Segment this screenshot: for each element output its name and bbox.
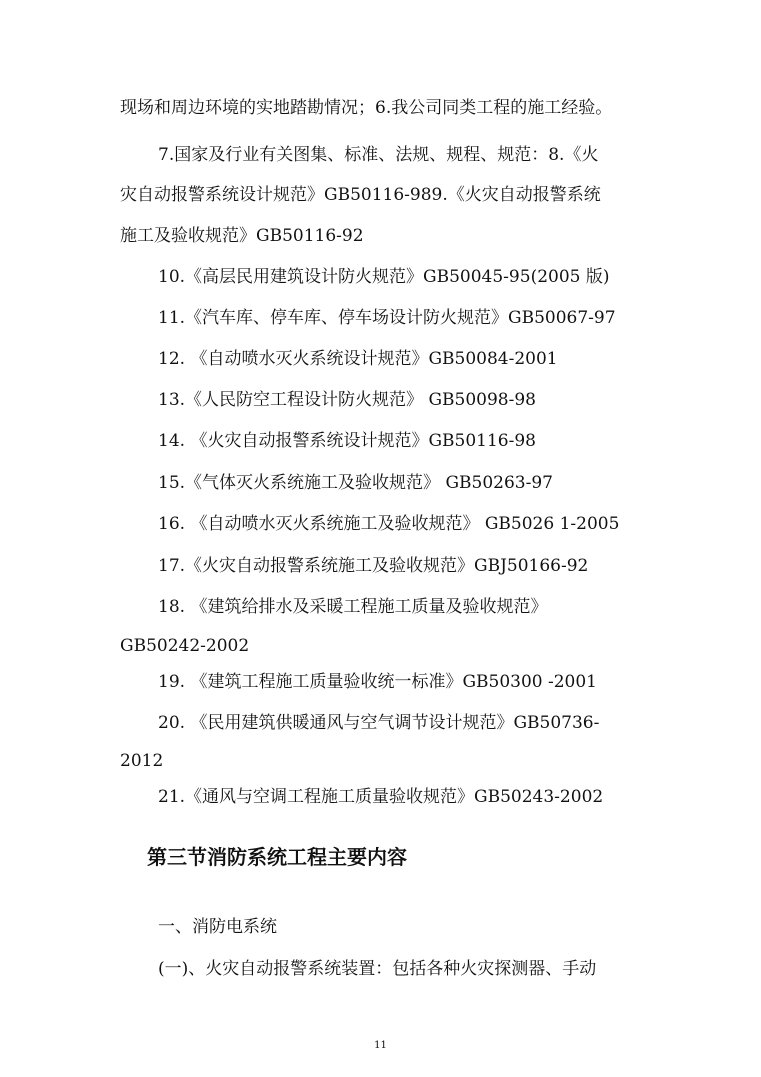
- subsection-title: 一、消防电系统: [158, 917, 277, 937]
- body-line: 7.国家及行业有关图集、标准、法规、规程、规范：8.《火: [158, 145, 599, 165]
- body-line: 灾自动报警系统设计规范》GB50116-989.《火灾自动报警系统: [120, 185, 601, 205]
- body-line: 2012: [120, 751, 164, 771]
- body-line: 17.《火灾自动报警系统施工及验收规范》GBJ50166-92: [158, 556, 589, 576]
- body-line: 12. 《自动喷水灭火系统设计规范》GB50084-2001: [158, 349, 558, 369]
- body-line: 20. 《民用建筑供暖通风与空气调节设计规范》GB50736-: [158, 713, 600, 733]
- body-line: 13.《人民防空工程设计防火规范》 GB50098-98: [158, 390, 536, 410]
- body-line: (一)、火灾自动报警系统装置：包括各种火灾探测器、手动: [158, 959, 597, 979]
- body-line: 15.《气体灭火系统施工及验收规范》 GB50263-97: [158, 473, 553, 493]
- body-line: 10.《高层民用建筑设计防火规范》GB50045-95(2005 版): [158, 267, 610, 287]
- body-line: 11.《汽车库、停车库、停车场设计防火规范》GB50067-97: [158, 308, 616, 328]
- body-line: 14. 《火灾自动报警系统设计规范》GB50116-98: [158, 431, 536, 451]
- body-line: 21.《通风与空调工程施工质量验收规范》GB50243-2002: [158, 787, 604, 807]
- page-number: 11: [374, 1040, 387, 1051]
- section-heading: 第三节消防系统工程主要内容: [147, 845, 407, 869]
- body-line: 现场和周边环境的实地踏勘情况；6.我公司同类工程的施工经验。: [120, 98, 613, 118]
- body-line: GB50242-2002: [120, 636, 250, 656]
- body-line: 18. 《建筑给排水及采暖工程施工质量及验收规范》: [158, 597, 548, 617]
- body-line: 16. 《自动喷水灭火系统施工及验收规范》 GB5026 1-2005: [158, 514, 620, 534]
- body-line: 施工及验收规范》GB50116-92: [120, 226, 364, 246]
- body-line: 19. 《建筑工程施工质量验收统一标准》GB50300 -2001: [158, 672, 598, 692]
